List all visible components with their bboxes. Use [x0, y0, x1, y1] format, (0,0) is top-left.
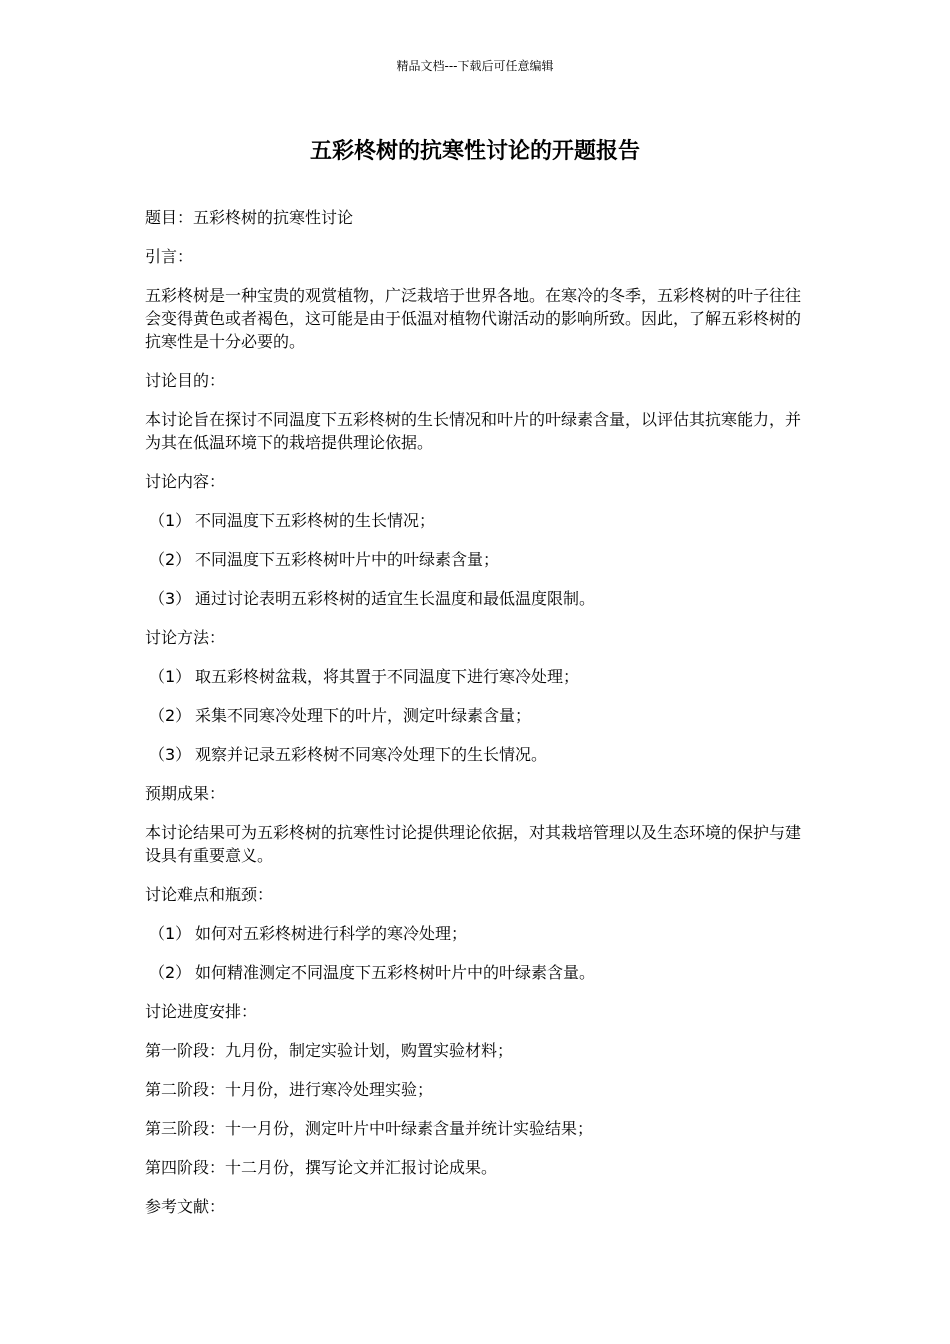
- results-heading: 预期成果：: [145, 784, 226, 803]
- item-text: 如何对五彩柊树进行科学的寒冷处理；: [195, 924, 468, 943]
- schedule-heading: 讨论进度安排：: [145, 1002, 258, 1021]
- references-heading: 参考文献：: [145, 1197, 226, 1216]
- schedule-item: 第三阶段：十一月份，测定叶片中叶绿素含量并统计实验结果；: [145, 1119, 594, 1138]
- item-number: （2）: [149, 963, 192, 982]
- method-heading: 讨论方法：: [145, 628, 226, 647]
- schedule-item: 第二阶段：十月份，进行寒冷处理实验；: [145, 1080, 434, 1099]
- item-number: （2）: [149, 706, 192, 725]
- page-header: 精品文档---下载后可任意编辑: [396, 59, 554, 73]
- item-text: 不同温度下五彩柊树的生长情况；: [195, 511, 436, 530]
- schedule-item: 第一阶段：九月份，制定实验计划，购置实验材料；: [145, 1041, 514, 1060]
- intro-paragraph: 五彩柊树是一种宝贵的观赏植物，广泛栽培于世界各地。在寒冷的冬季，五彩柊树的叶子往往会变得黄色或者褐色，这可能是由于低温对植物代谢活动的影响所致。因此，了解五彩柊树的抗寒性是十分必要的。: [145, 286, 802, 351]
- difficulty-heading: 讨论难点和瓶颈：: [145, 885, 274, 904]
- content-heading: 讨论内容：: [145, 472, 226, 491]
- topic-line: 题目：五彩柊树的抗寒性讨论: [145, 208, 354, 227]
- item-text: 通过讨论表明五彩柊树的适宜生长温度和最低温度限制。: [195, 589, 596, 608]
- document-body: [145, 206, 805, 1234]
- content-item: [145, 548, 805, 571]
- item-number: （2）: [149, 550, 192, 569]
- item-text: 不同温度下五彩柊树叶片中的叶绿素含量；: [195, 550, 500, 569]
- method-item: [145, 704, 805, 727]
- intro-heading: 引言：: [145, 247, 194, 266]
- item-text: 观察并记录五彩柊树不同寒冷处理下的生长情况。: [195, 745, 548, 764]
- item-number: （1）: [149, 667, 192, 686]
- purpose-heading: 讨论目的：: [145, 371, 226, 390]
- purpose-paragraph: 本讨论旨在探讨不同温度下五彩柊树的生长情况和叶片的叶绿素含量，以评估其抗寒能力，并为其在低温环境下的栽培提供理论依据。: [145, 410, 802, 452]
- results-paragraph: 本讨论结果可为五彩柊树的抗寒性讨论提供理论依据，对其栽培管理以及生态环境的保护与建设具有重要意义。: [145, 823, 802, 865]
- difficulty-item: [145, 961, 805, 984]
- difficulty-item: [145, 922, 805, 945]
- content-item: [145, 587, 805, 610]
- method-item: [145, 743, 805, 766]
- item-text: 取五彩柊树盆栽，将其置于不同温度下进行寒冷处理；: [195, 667, 580, 686]
- item-text: 采集不同寒冷处理下的叶片，测定叶绿素含量；: [195, 706, 532, 725]
- document-title: 五彩柊树的抗寒性讨论的开题报告: [309, 139, 640, 164]
- item-number: （1）: [149, 924, 192, 943]
- item-text: 如何精准测定不同温度下五彩柊树叶片中的叶绿素含量。: [195, 963, 596, 982]
- item-number: （1）: [149, 511, 192, 530]
- schedule-item: 第四阶段：十二月份，撰写论文并汇报讨论成果。: [145, 1158, 498, 1177]
- method-item: [145, 665, 805, 688]
- item-number: （3）: [149, 589, 192, 608]
- item-number: （3）: [149, 745, 192, 764]
- content-item: [145, 509, 805, 532]
